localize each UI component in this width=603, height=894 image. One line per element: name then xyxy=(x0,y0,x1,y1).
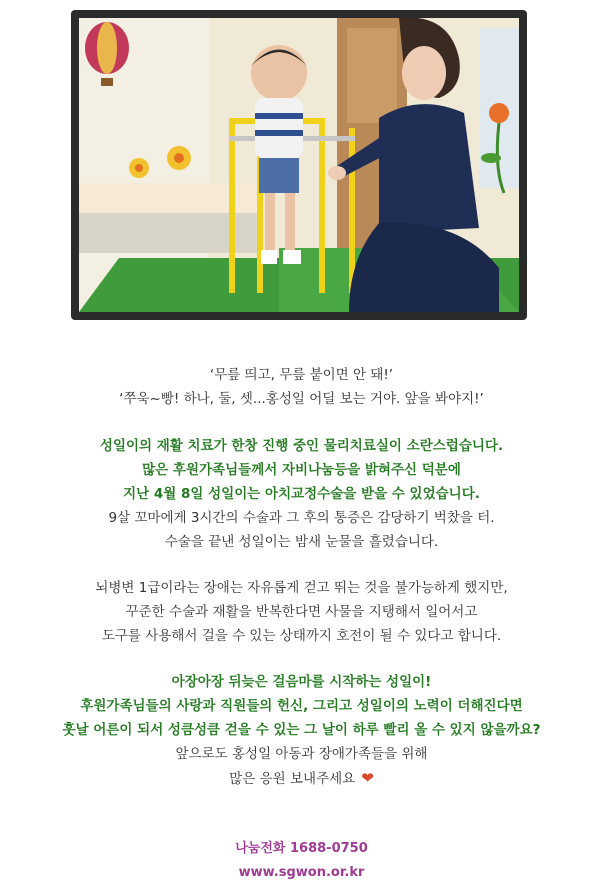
heart-icon: ❤ xyxy=(361,769,374,787)
phone-number: 나눔전화 1688-0750 xyxy=(235,841,368,856)
para2-line-3: 도구를 사용해서 걸을 수 있는 상태까지 호전이 될 수 있다고 합니다. xyxy=(101,628,502,644)
quote-line-1: ‘무릎 띄고, 무릎 붙이면 안 돼!’ xyxy=(209,367,394,383)
para1-line-5: 수술을 끝낸 성일이는 밤새 눈물을 흘렸습니다. xyxy=(164,534,439,550)
para3-line-3: 훗날 어른이 되서 성큼성큼 걷을 수 있는 그 날이 하루 빨리 올 수 있지 않을까요? xyxy=(62,722,541,738)
para1-line-2: 많은 후원가족님들께서 자비나눔등을 밝혀주신 덕분에 xyxy=(142,462,461,478)
para3-line-4: 앞으로도 홍성일 아동과 장애가족들을 위해 xyxy=(175,746,428,762)
para1-line-1: 성일이의 재활 치료가 한창 진행 중인 물리치료실이 소란스럽습니다. xyxy=(99,438,504,454)
quote-line-2: ‘쭈욱~빵! 하나, 둘, 셋...홍성일 어딜 보는 거야. 앞을 봐야지!’ xyxy=(119,391,484,407)
photo-frame xyxy=(71,10,527,320)
para3-line-1: 아장아장 뒤늦은 걸음마를 시작하는 성일이! xyxy=(171,674,432,690)
para2-line-2: 꾸준한 수술과 재활을 반복한다면 사물을 지탱해서 일어서고 xyxy=(125,604,478,620)
therapy-photo xyxy=(79,18,519,312)
para3-line-5-wrap xyxy=(0,769,603,788)
para1-line-4: 9살 꼬마에게 3시간의 수술과 그 후의 통증은 감당하기 벅찼을 터. xyxy=(108,510,495,526)
para1-line-3: 지난 4월 8일 성일이는 아치교정수술을 받을 수 있었습니다. xyxy=(123,486,480,502)
para3-line-5: 많은 응원 보내주세요 xyxy=(229,771,356,787)
website-link[interactable]: www.sgwon.or.kr xyxy=(238,865,365,880)
para2-line-1: 뇌병변 1급이라는 장애는 자유롭게 걷고 뛰는 것을 불가능하게 했지만, xyxy=(95,580,508,596)
para3-line-2: 후원가족님들의 사랑과 직원들의 헌신, 그리고 성일이의 노력이 더해진다면 xyxy=(80,698,523,714)
